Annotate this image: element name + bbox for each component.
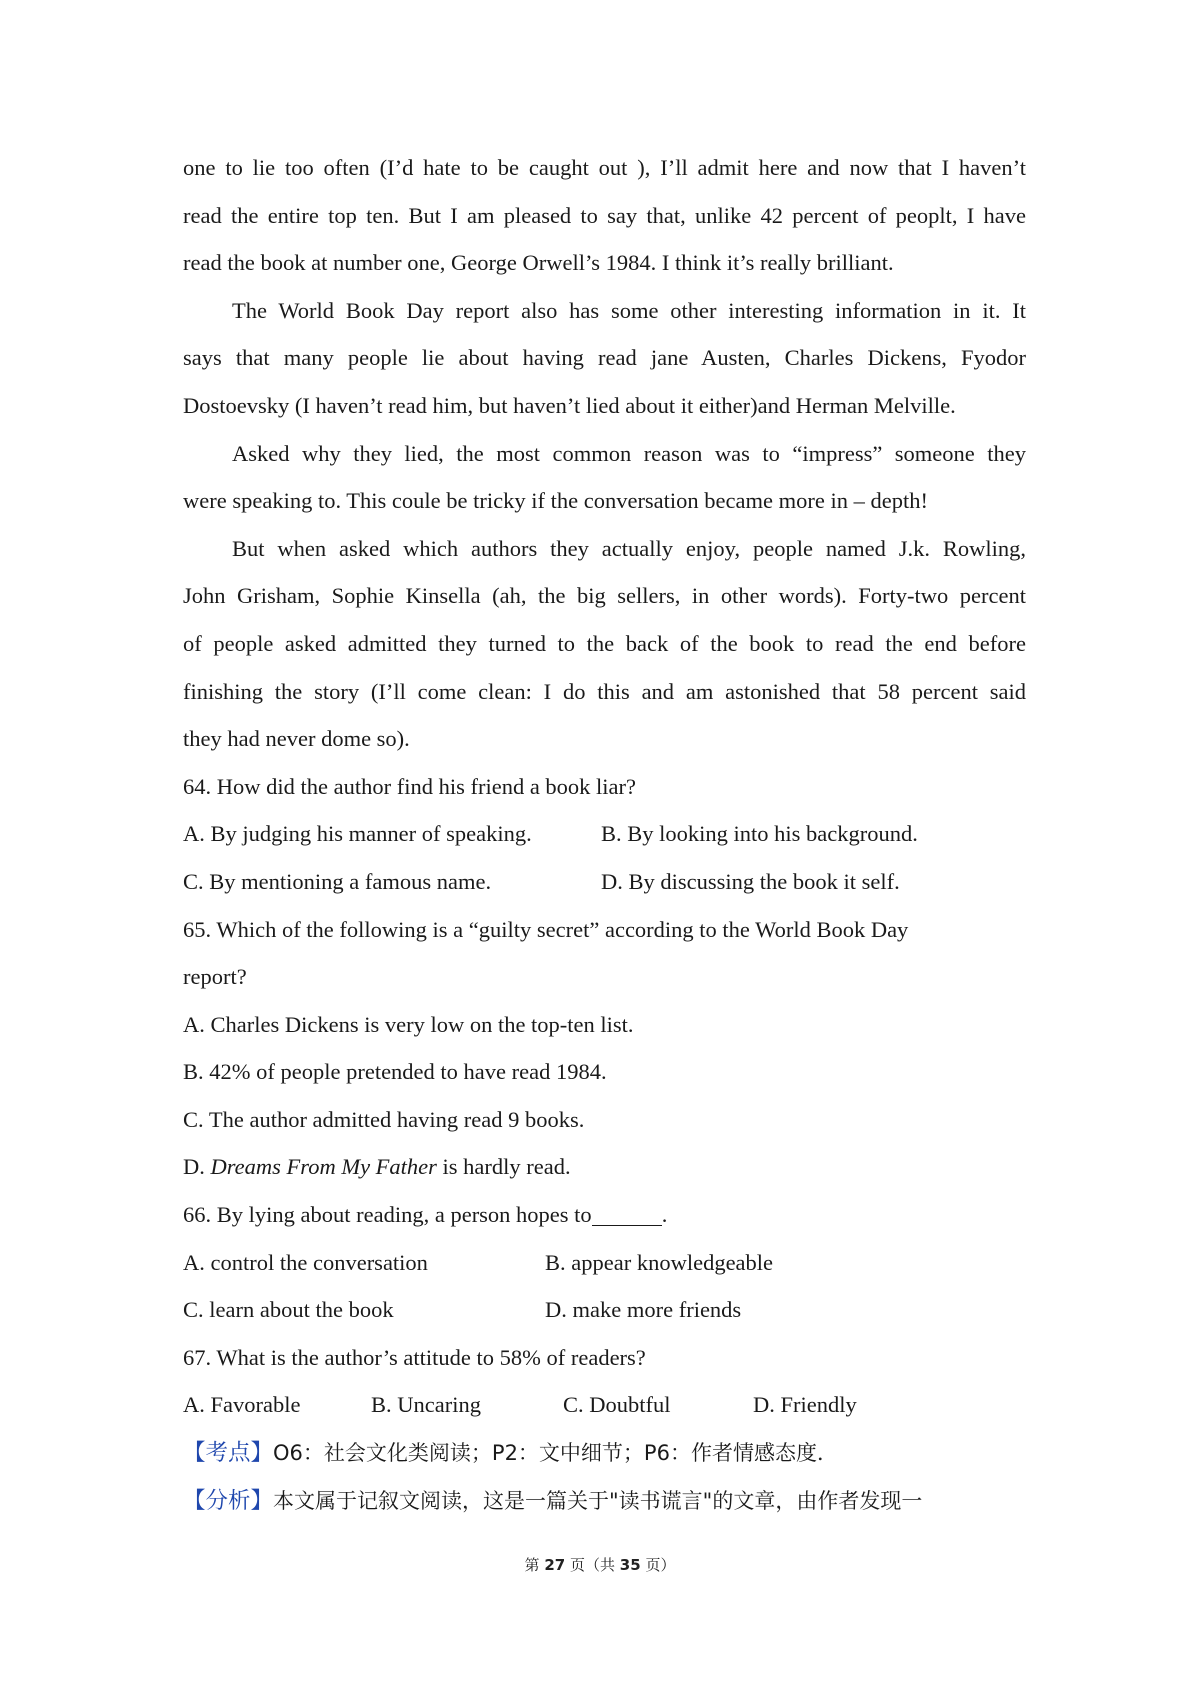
option-66-d: D. make more friends <box>545 1297 742 1323</box>
answer-blank <box>592 1200 662 1226</box>
fenxi-tag: 【分析】 <box>183 1487 274 1514</box>
page-content <box>183 144 1026 1524</box>
footer-page-number: 27 <box>544 1556 566 1574</box>
passage-line: The World Book Day report also has some other interesting information in it. It <box>232 297 1026 323</box>
option-64-b: B. By looking into his background. <box>601 821 918 847</box>
option-66-a: A. control the conversation <box>183 1249 428 1275</box>
passage-line: read the book at number one, George Orwell’s 1984. I think it’s really brilliant. <box>183 250 894 276</box>
option-65-d-suffix: is hardly read. <box>436 1154 571 1180</box>
passage-line: one to lie too often (I’d hate to be caught out ), I’ll admit here and now that I haven’t <box>183 155 1026 180</box>
question-66-options-row-1 <box>183 1239 1026 1287</box>
question-64-stem: 64. How did the author find his friend a book liar? <box>183 773 637 799</box>
kaodian-text: O6：社会文化类阅读；P2：文中细节；P6：作者情感态度． <box>273 1441 838 1466</box>
question-66-stem <box>183 1191 1026 1239</box>
option-67-a: A. Favorable <box>183 1392 301 1418</box>
passage-line: finishing the story (I’ll come clean: I do this and am astonished that 58 percent said <box>183 678 1026 704</box>
passage-line: But when asked which authors they actually enjoy, people named J.k. Rowling, <box>232 535 1026 561</box>
option-64-a: A. By judging his manner of speaking. <box>183 821 532 847</box>
footer-middle: 页（共 <box>569 1556 615 1574</box>
option-65-c: C. The author admitted having read 9 books. <box>183 1106 585 1132</box>
option-67-d: D. Friendly <box>753 1392 857 1418</box>
page-footer <box>0 1554 1200 1575</box>
option-64-c: C. By mentioning a famous name. <box>183 868 492 894</box>
option-66-c: C. learn about the book <box>183 1297 394 1323</box>
kaodian-line <box>183 1429 1026 1477</box>
question-65-stem-cont: report? <box>183 964 247 990</box>
footer-prefix: 第 <box>524 1556 540 1574</box>
option-66-b: B. appear knowledgeable <box>545 1249 774 1275</box>
option-65-a: A. Charles Dickens is very low on the top-ten list. <box>183 1011 634 1037</box>
footer-total-pages: 35 <box>619 1556 641 1574</box>
option-65-d <box>183 1143 1026 1191</box>
passage-line: Dostoevsky (I haven’t read him, but haven’t lied about it either)and Herman Melville. <box>183 392 956 418</box>
passage-line: were speaking to. This coule be tricky if the conversation became more in – depth! <box>183 488 928 514</box>
passage-line: John Grisham, Sophie Kinsella (ah, the big sellers, in other words). Forty-two percent <box>183 583 1026 609</box>
kaodian-tag: 【考点】 <box>183 1440 274 1467</box>
question-66-text: 66. By lying about reading, a person hopes to <box>183 1202 592 1228</box>
question-64-options-row-1 <box>183 810 1026 858</box>
question-66-options-row-2 <box>183 1286 1026 1334</box>
passage-line: Asked why they lied, the most common reason was to “impress” someone they <box>232 440 1026 466</box>
option-65-b: B. 42% of people pretended to have read 1984. <box>183 1059 607 1085</box>
option-65-d-prefix: D. <box>183 1154 211 1180</box>
passage-line: says that many people lie about having read jane Austen, Charles Dickens, Fyodor <box>183 345 1026 371</box>
passage-line: they had never dome so). <box>183 726 410 752</box>
option-67-c: C. Doubtful <box>563 1392 671 1418</box>
question-66-end: . <box>661 1202 668 1228</box>
option-65-d-title: Dreams From My Father <box>210 1154 437 1180</box>
question-67-options <box>183 1381 1026 1429</box>
fenxi-text: 本文属于记叙文阅读，这是一篇关于"读书谎言"的文章，由作者发现一 <box>273 1488 923 1513</box>
passage-line: read the entire top ten. But I am pleased to say that, unlike 42 percent of peoplt, I have <box>183 202 1026 228</box>
option-67-b: B. Uncaring <box>371 1392 481 1418</box>
fenxi-line <box>183 1477 1026 1525</box>
question-67-stem: 67. What is the author’s attitude to 58% of readers? <box>183 1344 646 1370</box>
footer-suffix: 页） <box>645 1556 676 1574</box>
passage-line: of people asked admitted they turned to the back of the book to read the end before <box>183 630 1026 656</box>
option-64-d: D. By discussing the book it self. <box>601 868 900 894</box>
question-65-stem: 65. Which of the following is a “guilty secret” according to the World Book Day <box>183 916 909 942</box>
question-64-options-row-2 <box>183 858 1026 906</box>
